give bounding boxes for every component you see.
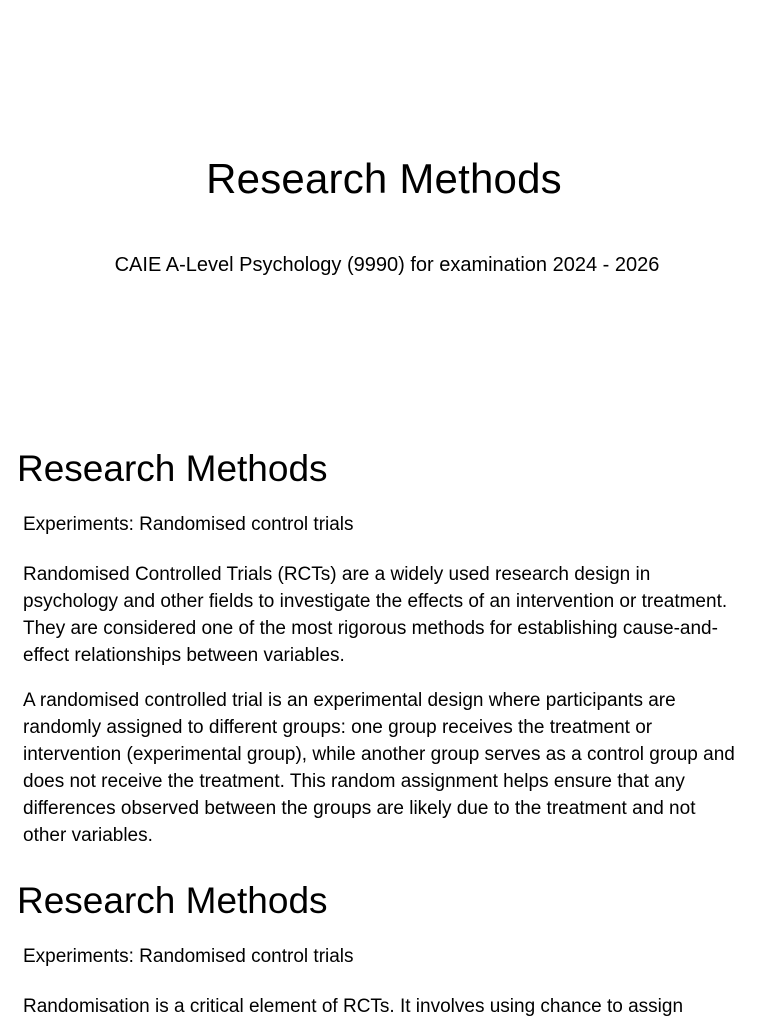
body-paragraph: A randomised controlled trial is an experimental design where participants are randomly assigned to different groups: one group receives the treatment or intervention (experimental group), while another group serves as a control group and does not receive the treatment. This random assignment helps ensure that any differences observed between the groups are likely due to the treatment and not other variables. [23, 690, 735, 846]
content-slide-randomisation [0, 872, 768, 1024]
slide-subheading: Experiments: Randomised control trials [23, 514, 354, 535]
slide-heading: Research Methods [17, 448, 328, 489]
presentation-title: Research Methods [206, 155, 562, 202]
body-paragraph: Randomisation is a critical element of RCTs. It involves using chance to assign [23, 996, 684, 1017]
body-paragraph: Randomised Controlled Trials (RCTs) are a widely used research design in psychology and other fields to investigate the effects of an intervention or treatment. They are considered one of the most rigorous methods for establishing cause-and-effect relationships between variables. [23, 564, 728, 666]
slide-subheading: Experiments: Randomised control trials [23, 946, 354, 967]
slide-heading: Research Methods [17, 880, 328, 921]
title-slide [0, 0, 768, 430]
presentation-subtitle: CAIE A-Level Psychology (9990) for examination 2024 - 2026 [114, 254, 660, 276]
content-slide-rct-intro [0, 440, 768, 860]
